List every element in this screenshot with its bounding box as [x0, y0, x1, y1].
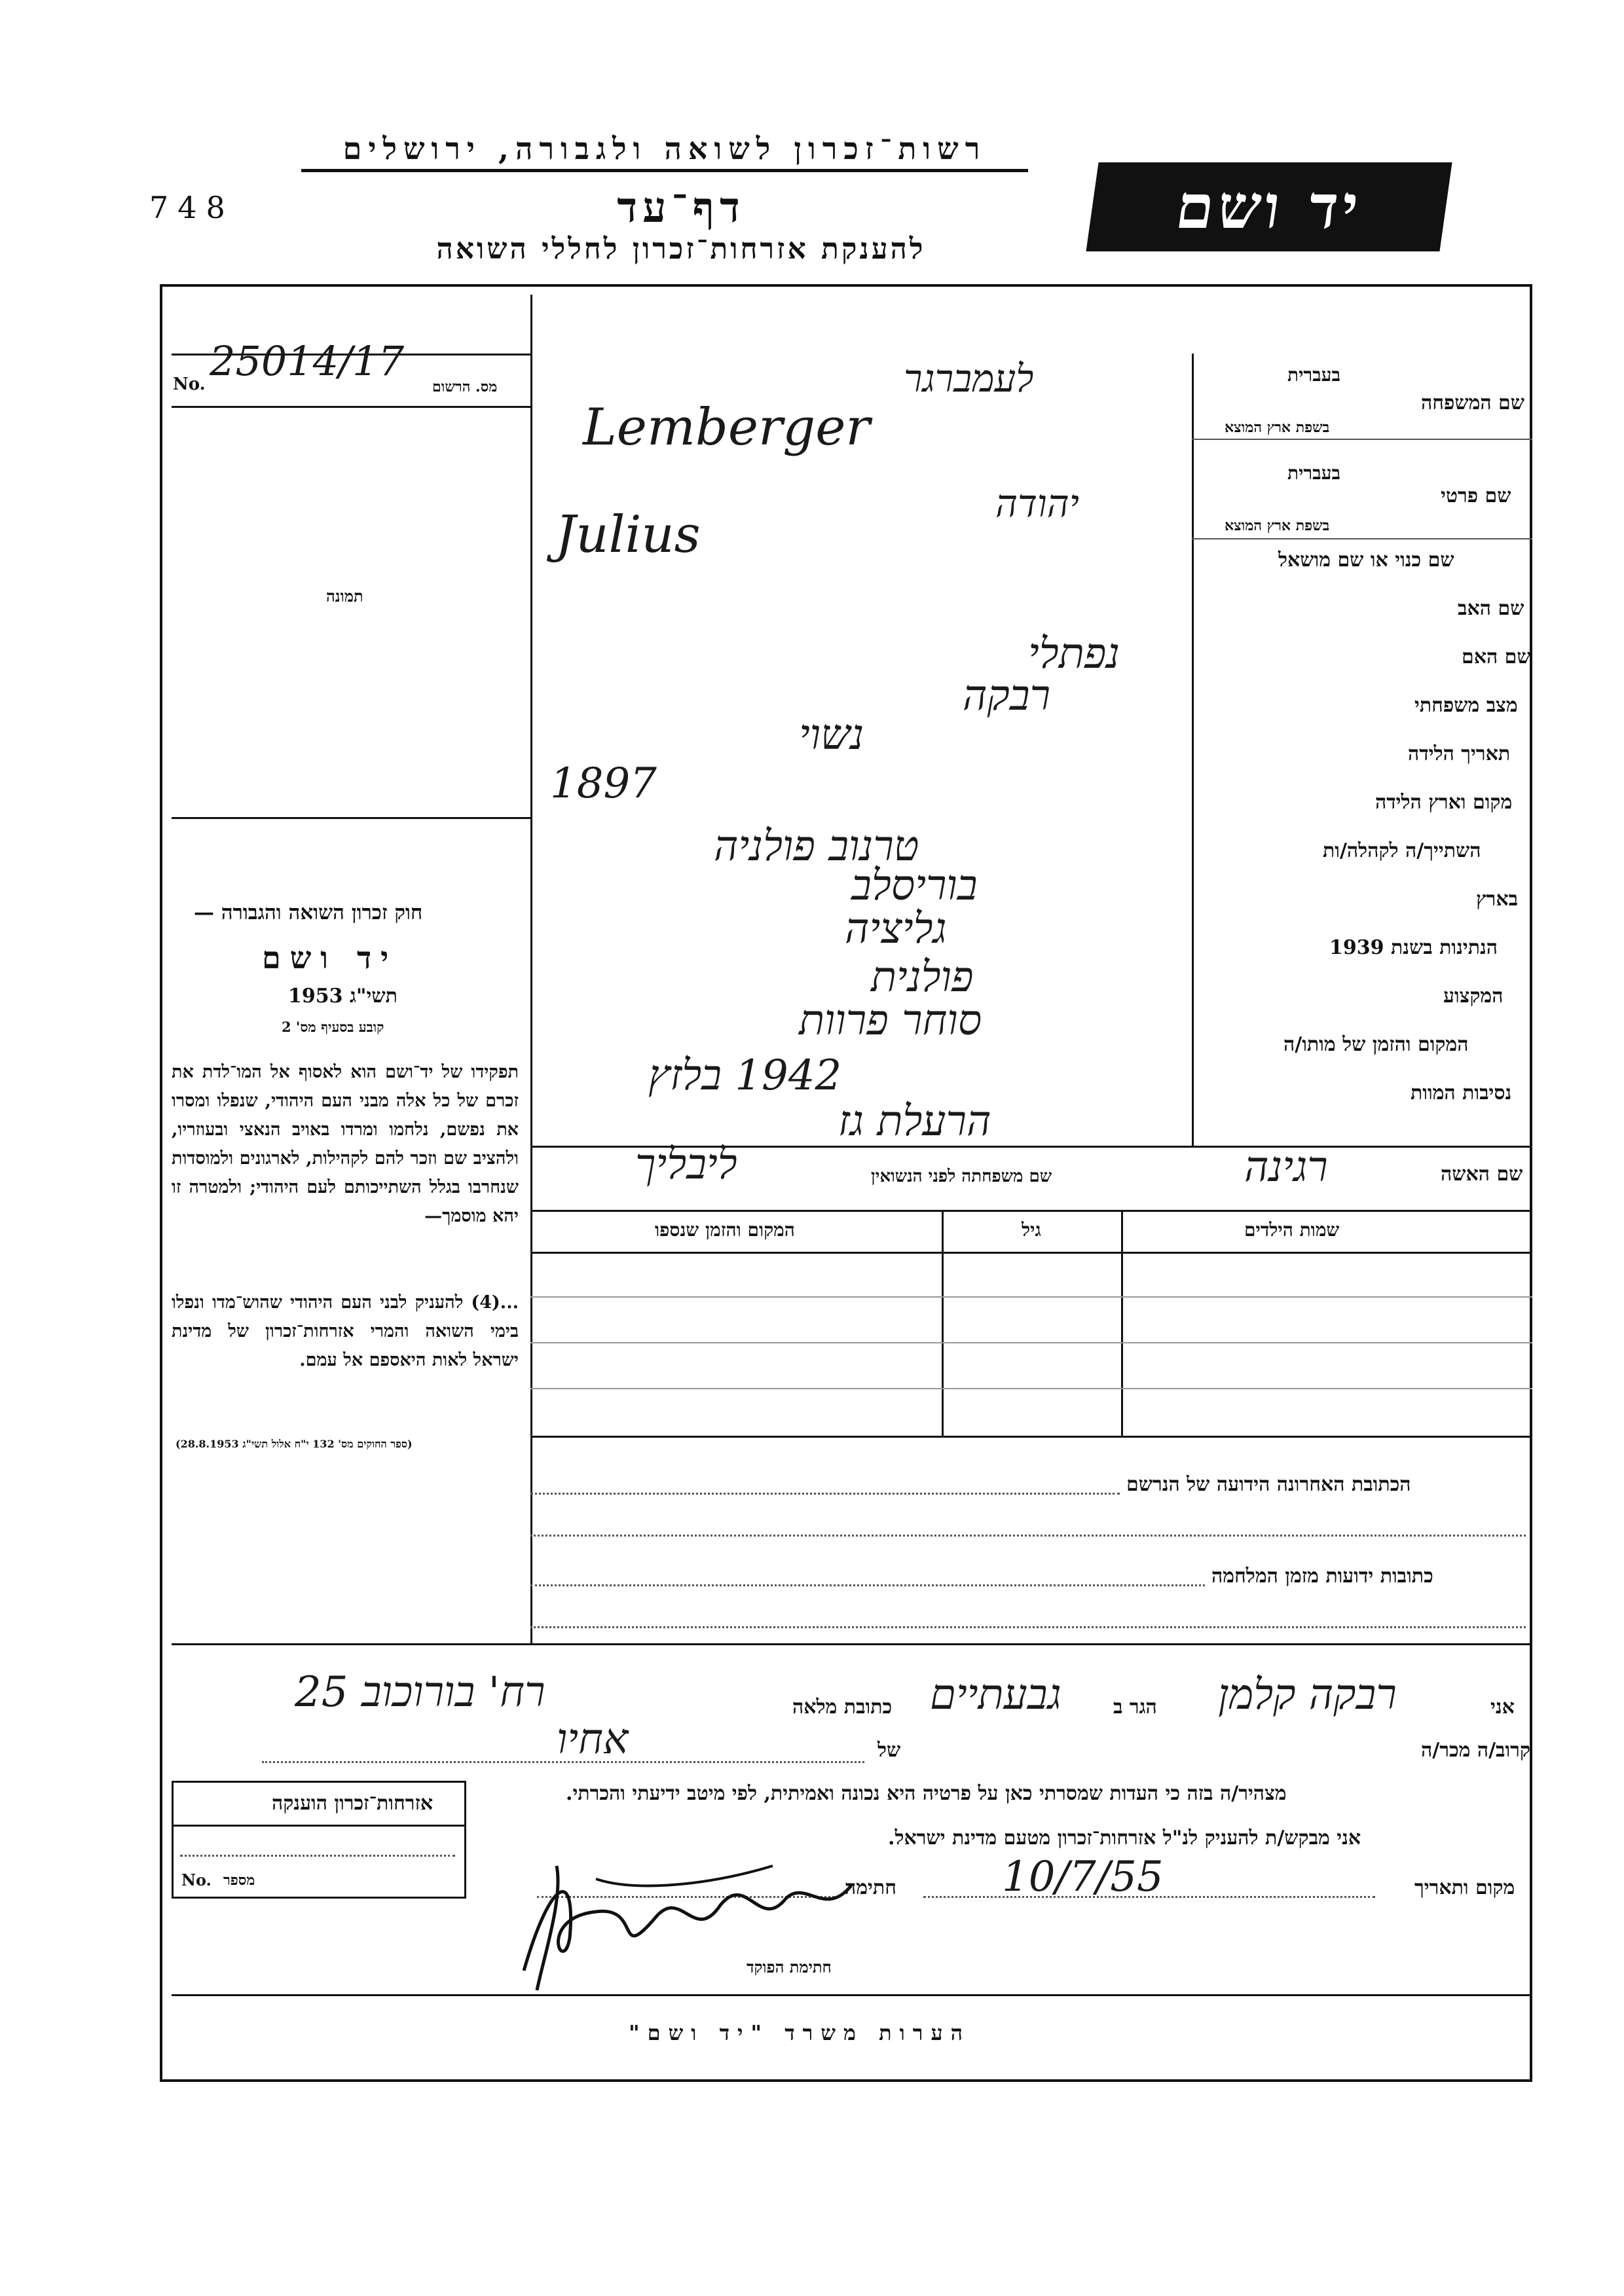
children-header-place-time: המקום והזמן שנספו — [655, 1219, 795, 1241]
law-year: תשי"ג 1953 — [288, 985, 397, 1008]
row-line — [1192, 538, 1532, 539]
children-bottom-line — [530, 1436, 1532, 1438]
label-wife: שם האשה — [1441, 1163, 1523, 1186]
label-last-address: הכתובת האחרונה הידועה של הנרשם — [1126, 1473, 1411, 1496]
last-address-line-2 — [530, 1535, 1526, 1537]
value-date: 10/7/55 — [1002, 1853, 1164, 1901]
value-first-latin: Julius — [555, 505, 701, 564]
label-family-hebrew: בעברית — [1287, 364, 1341, 386]
value-birth-date: 1897 — [550, 759, 657, 808]
row-line — [1192, 439, 1532, 440]
value-country: גליציה — [845, 905, 947, 953]
value-relation: אחיו — [557, 1715, 629, 1764]
value-profession: סוחר פרוות — [799, 996, 982, 1045]
children-header-names: שמות הילדים — [1244, 1219, 1340, 1241]
label-wife-maiden: שם משפחתה לפני הנשואין — [871, 1167, 1052, 1186]
label-birth-place: מקום וארץ הלידה — [1375, 791, 1513, 814]
registration-no-label: No. — [173, 374, 206, 394]
label-country: בארץ — [1476, 888, 1519, 911]
law-heading: חוק זכרון השואה והגבורה — — [194, 901, 423, 924]
children-row-line — [530, 1342, 1532, 1343]
citizenship-number-label: מספר — [223, 1872, 255, 1889]
wartime-address-line-2 — [530, 1626, 1526, 1628]
form-subtitle: להענקת אזרחות־זכרון לחללי השואה — [436, 232, 926, 266]
declaration-text: מצהיר/ה בזה כי העדות שמסרתי כאן על פרטיה היא נכונה ואמיתית, לפי מיטב ידיעתי והכרתי. — [566, 1782, 1287, 1805]
label-of: של — [877, 1739, 901, 1762]
relation-line — [262, 1761, 864, 1763]
value-death-place: 1942 בלזץ — [648, 1051, 842, 1100]
law-paragraph-2: ...(4) להעניק לבני העם היהודי שהוש־מדו ונפלו בימי השואה והמרי אזרחות־זכרון של מדינת ישראל לאות היאספם אל עמם. — [172, 1292, 519, 1370]
label-community: השתייך/ה לקהלה/ות — [1323, 839, 1481, 862]
label-first-hebrew: בעברית — [1287, 462, 1341, 484]
value-birth-place: טרנוב פולניה — [714, 822, 919, 871]
value-mother: רבקה — [963, 672, 1051, 720]
request-text: אני מבקש/ת להעניק לנ"ל אזרחות־זכרון מטעם מדינת ישראל. — [888, 1827, 1361, 1850]
label-nationality: הנתינות בשנת 1939 — [1329, 936, 1498, 959]
label-mother: שם האם — [1462, 646, 1531, 668]
label-official-signature: חתימת הפוקד — [747, 1958, 832, 1977]
value-wife-name: רגינה — [1244, 1143, 1328, 1192]
label-relative: קרוב/ה מכר/ה — [1421, 1739, 1530, 1762]
label-address: כתובת מלאה — [792, 1696, 893, 1719]
value-family-latin: Lemberger — [583, 398, 870, 457]
label-resides: הגר ב — [1113, 1696, 1157, 1719]
signature-scribble — [498, 1840, 864, 1997]
label-father: שם האב — [1458, 597, 1524, 620]
law-paragraph-1: תפקידו של יד־ושם הוא לאסוף אל המו־לדת את זכרם של כל אלה מבני העם היהודי, שנפלו ומסרו את נפשם, נלחמו ומרדו באויב הנאצי ובעוזריו, ולהציב שם וזכר להם לקהילות, לארגונים ולמוסדות שנחרבו בגלל השתייכותם לעם היהודי; ולמטרה זו יהא מוסמך— — [172, 1062, 519, 1226]
value-father: נפתלי — [1028, 630, 1120, 678]
value-declarant-name: רבקה קלמן — [1218, 1671, 1397, 1719]
label-first-name: שם פרטי — [1441, 484, 1511, 507]
label-death-place: המקום והזמן של מותו/ה — [1283, 1033, 1469, 1056]
box-dotted-line — [180, 1855, 455, 1857]
law-clause-ref: קובע בסעיף מס' 2 — [282, 1019, 384, 1035]
label-place-date: מקום ותאריך — [1414, 1876, 1515, 1899]
label-profession: המקצוע — [1443, 985, 1504, 1008]
institution-name: רשות־זכרון לשואה ולגבורה, ירושלים — [301, 131, 1028, 172]
box-line — [174, 1825, 464, 1827]
label-signature: חתימה — [845, 1876, 896, 1899]
wartime-address-line — [530, 1584, 1205, 1586]
label-family-name: שם המשפחה — [1421, 392, 1525, 414]
value-wife-maiden: ליבליך — [635, 1140, 737, 1189]
value-nationality: פולנית — [871, 953, 974, 1002]
label-wartime-address: כתובות ידועות מזמן המלחמה — [1211, 1565, 1433, 1588]
registration-label: מס. הרשום — [432, 378, 498, 395]
law-name: יד ושם — [262, 940, 398, 975]
registration-number: 25014/17 — [210, 337, 405, 385]
children-header-bottom — [530, 1252, 1532, 1254]
value-resides: גבעתיים — [930, 1671, 1061, 1719]
photo-label: תמונה — [326, 587, 363, 606]
label-marital: מצב משפחתי — [1414, 694, 1518, 717]
yad-vashem-logo: יד ושם — [1086, 162, 1452, 251]
photo-top-line — [172, 406, 530, 408]
law-source: (ספר החוקים מס' 132 י"ח אלול תשי"ג 28.8.1953) — [175, 1438, 413, 1450]
value-first-hebrew: יהודה — [995, 481, 1079, 526]
last-address-line — [530, 1493, 1120, 1495]
label-nickname: שם כנוי או שם מושאל — [1278, 549, 1454, 572]
label-birth-date: תאריך הלידה — [1408, 742, 1511, 765]
children-header-age: גיל — [1022, 1219, 1041, 1241]
citizenship-box-title: אזרחות־זכרון הוענקה — [272, 1792, 434, 1815]
citizenship-box — [172, 1781, 466, 1899]
label-death-cause: נסיבות המוות — [1411, 1082, 1512, 1104]
label-i: אני — [1490, 1696, 1515, 1719]
value-marital: נשוי — [799, 711, 864, 759]
left-column-divider — [530, 295, 532, 1643]
label-first-origin: בשפת ארץ המוצא — [1225, 517, 1330, 534]
value-family-hebrew: לעמברגר — [904, 356, 1034, 401]
label-column-divider — [1192, 354, 1194, 1146]
children-header-line — [530, 1210, 1532, 1212]
label-family-origin: בשפת ארץ המוצא — [1225, 419, 1330, 436]
children-col-divider-2 — [1121, 1210, 1123, 1436]
children-row-line — [530, 1296, 1532, 1298]
value-death-cause: הרעלת גז — [838, 1097, 991, 1146]
children-row-line — [530, 1388, 1532, 1389]
children-col-divider-1 — [942, 1210, 944, 1436]
declaration-top-line — [172, 1643, 1532, 1645]
photo-bottom-line — [172, 817, 530, 819]
citizenship-no-label: No. — [181, 1870, 212, 1889]
sheet-number: 748 — [149, 190, 234, 225]
office-notes-label: הערות משרד "יד ושם" — [629, 2020, 971, 2045]
value-address: רח' בורוכוב 25 — [295, 1668, 545, 1717]
value-community: בוריסלב — [851, 862, 978, 910]
form-title: דף־עד — [617, 183, 745, 232]
